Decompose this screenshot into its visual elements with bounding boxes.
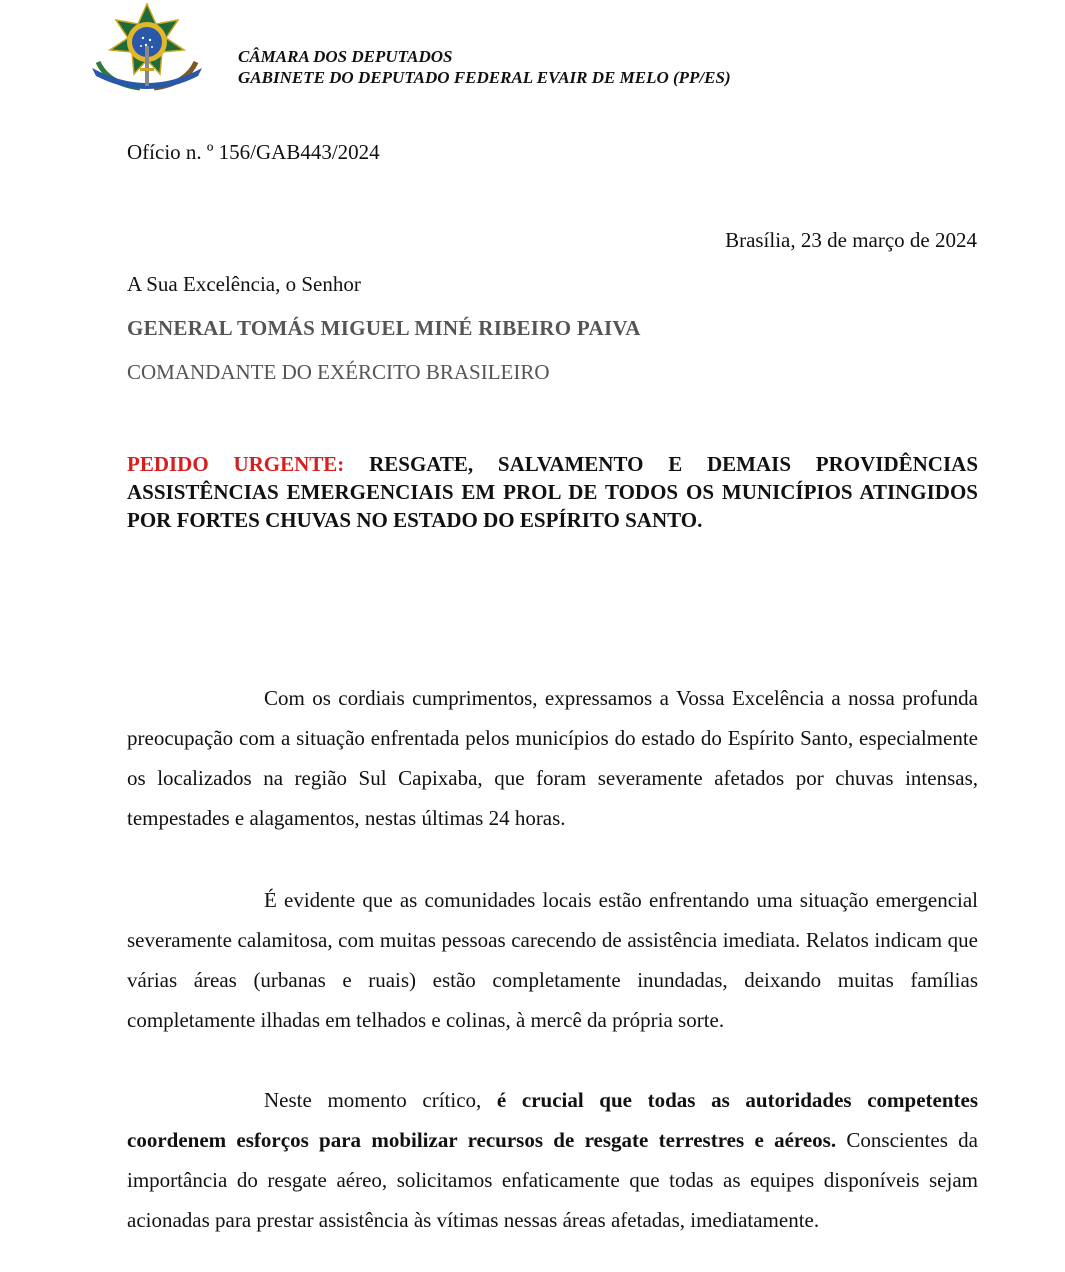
subject-text: RESGATE, SALVAMENTO E DEMAIS PROVIDÊNCIAS ASSISTÊNCIAS EMERGENCIAIS EM PROL DE TODOS OS MUNICÍPIOS ATINGIDOS POR FORTES CHUVAS NO ESTADO DO ESPÍRITO SANTO. — [127, 452, 978, 532]
paragraph-3-start: Neste momento crítico, — [264, 1088, 497, 1112]
recipient-title: COMANDANTE DO EXÉRCITO BRASILEIRO — [127, 360, 550, 384]
brazil-coat-of-arms-icon — [88, 2, 206, 94]
body-paragraph-1 — [127, 678, 978, 838]
letterhead-office: GABINETE DO DEPUTADO FEDERAL EVAIR DE MELO (PP/ES) — [238, 68, 731, 87]
subject-line — [127, 450, 978, 534]
recipient-salutation: A Sua Excelência, o Senhor — [127, 272, 361, 296]
oficio-number: Ofício n. º 156/GAB443/2024 — [127, 140, 380, 164]
body-paragraph-3 — [127, 1080, 978, 1240]
document-date: Brasília, 23 de março de 2024 — [725, 228, 977, 252]
recipient-name: GENERAL TOMÁS MIGUEL MINÉ RIBEIRO PAIVA — [127, 316, 641, 340]
body-paragraph-2 — [127, 880, 978, 1040]
subject-urgent-label: PEDIDO URGENTE: — [127, 452, 345, 476]
paragraph-3-end: Conscientes da importância do resgate aéreo, solicitamos enfaticamente que todas as equipes disponíveis sejam acionadas para prestar assistência às vítimas nessas áreas afetadas, imediatamente. — [127, 1128, 978, 1232]
paragraph-1-text: Com os cordiais cumprimentos, expressamos a Vossa Excelência a nossa profunda preocupação com a situação enfrentada pelos municípios do estado do Espírito Santo, especialmente os localizados na região Sul Capixaba, que foram severamente afetados por chuvas intensas, tempestades e alagamentos, nestas últimas 24 horas. — [127, 686, 978, 830]
letterhead-chamber: CÂMARA DOS DEPUTADOS — [238, 47, 453, 66]
paragraph-3-emphasis: é crucial que todas as autoridades competentes coordenem esforços para mobilizar recursos de resgate terrestres e aéreos. — [127, 1088, 978, 1152]
paragraph-2-text: É evidente que as comunidades locais estão enfrentando uma situação emergencial severamente calamitosa, com muitas pessoas carecendo de assistência imediata. Relatos indicam que várias áreas (urbanas e ruais) estão completamente inundadas, deixando muitas famílias completamente ilhadas em telhados e colinas, à mercê da própria sorte. — [127, 888, 978, 1032]
letterhead — [238, 46, 731, 88]
